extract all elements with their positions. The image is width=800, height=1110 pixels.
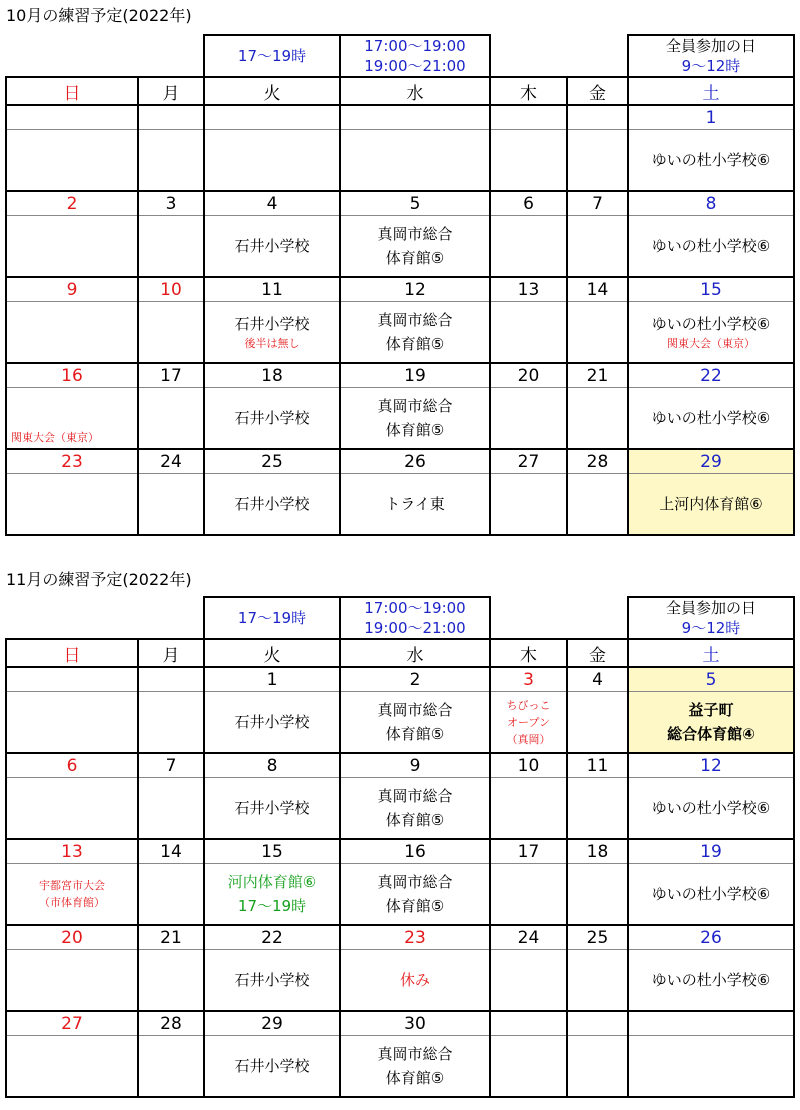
date-row <box>6 753 794 778</box>
november-calendar <box>5 596 795 1098</box>
date-row <box>6 667 794 692</box>
date-cell: 8 <box>628 191 794 216</box>
date-cell: 12 <box>340 277 490 302</box>
date-cell: 8 <box>204 753 340 778</box>
weekday-wed: 水 <box>340 77 490 105</box>
date-cell: 1 <box>204 667 340 692</box>
schedule-cell: ゆいの杜小学校⑥ <box>628 864 794 926</box>
schedule-cell: 石井小学校 <box>204 388 340 450</box>
date-cell <box>6 667 138 692</box>
date-cell: 22 <box>204 925 340 950</box>
schedule-cell: トライ東 <box>340 474 490 536</box>
schedule-cell: ゆいの杜小学校⑥ 関東大会（東京） <box>628 302 794 364</box>
date-cell: 21 <box>138 925 204 950</box>
date-cell: 29 <box>204 1011 340 1036</box>
schedule-row <box>6 778 794 840</box>
weekday-mon: 月 <box>138 639 204 667</box>
weekday-tue: 火 <box>204 639 340 667</box>
date-cell: 28 <box>138 1011 204 1036</box>
saturday-time-header: 全員参加の日 9～12時 <box>628 35 794 77</box>
date-cell: 16 <box>340 839 490 864</box>
date-cell: 22 <box>628 363 794 388</box>
weekday-sun: 日 <box>6 639 138 667</box>
date-cell: 4 <box>204 191 340 216</box>
date-cell <box>567 105 628 130</box>
weekday-fri: 金 <box>567 77 628 105</box>
date-cell <box>490 1011 567 1036</box>
date-row <box>6 449 794 474</box>
schedule-cell: 休み <box>340 950 490 1012</box>
date-row <box>6 105 794 130</box>
date-cell: 10 <box>138 277 204 302</box>
date-cell: 3 <box>138 191 204 216</box>
date-cell: 14 <box>138 839 204 864</box>
date-cell: 16 <box>6 363 138 388</box>
date-cell: 2 <box>6 191 138 216</box>
october-title: 10月の練習予定(2022年) <box>6 6 192 25</box>
date-cell: 2 <box>340 667 490 692</box>
schedule-cell: 真岡市総合 体育館⑤ <box>340 692 490 754</box>
schedule-cell: 石井小学校 <box>204 474 340 536</box>
date-cell: 19 <box>628 839 794 864</box>
date-cell <box>340 105 490 130</box>
date-cell: 18 <box>567 839 628 864</box>
weekday-thu: 木 <box>490 77 567 105</box>
tuesday-time-header: 17～19時 <box>204 597 340 639</box>
date-cell: 29 <box>628 449 794 474</box>
date-row <box>6 363 794 388</box>
date-cell: 20 <box>6 925 138 950</box>
date-cell <box>567 1011 628 1036</box>
date-cell: 6 <box>490 191 567 216</box>
schedule-cell: 石井小学校 <box>204 778 340 840</box>
weekday-wed: 水 <box>340 639 490 667</box>
date-cell: 11 <box>204 277 340 302</box>
weekday-mon: 月 <box>138 77 204 105</box>
date-cell: 25 <box>204 449 340 474</box>
november-title: 11月の練習予定(2022年) <box>6 570 192 589</box>
date-cell: 13 <box>490 277 567 302</box>
schedule-row <box>6 692 794 754</box>
date-cell: 7 <box>138 753 204 778</box>
schedule-cell: 石井小学校 後半は無し <box>204 302 340 364</box>
date-cell: 15 <box>204 839 340 864</box>
date-cell: 23 <box>6 449 138 474</box>
date-cell: 27 <box>490 449 567 474</box>
october-calendar <box>5 34 795 536</box>
schedule-cell: 真岡市総合 体育館⑤ <box>340 216 490 278</box>
date-cell: 6 <box>6 753 138 778</box>
schedule-row <box>6 474 794 536</box>
date-cell <box>204 105 340 130</box>
date-cell: 20 <box>490 363 567 388</box>
weekday-sun: 日 <box>6 77 138 105</box>
schedule-cell: ゆいの杜小学校⑥ <box>628 130 794 192</box>
schedule-cell: ちびっこ オープン （真岡） <box>490 692 567 754</box>
schedule-cell: 益子町 総合体育館④ <box>628 692 794 754</box>
date-row <box>6 1011 794 1036</box>
schedule-row <box>6 302 794 364</box>
date-cell <box>138 105 204 130</box>
date-cell: 21 <box>567 363 628 388</box>
date-cell <box>138 667 204 692</box>
schedule-cell: 真岡市総合 体育館⑤ <box>340 778 490 840</box>
date-cell: 23 <box>340 925 490 950</box>
date-cell: 27 <box>6 1011 138 1036</box>
weekday-fri: 金 <box>567 639 628 667</box>
schedule-cell: ゆいの杜小学校⑥ <box>628 778 794 840</box>
schedule-cell: ゆいの杜小学校⑥ <box>628 950 794 1012</box>
date-cell: 19 <box>340 363 490 388</box>
date-cell: 26 <box>340 449 490 474</box>
schedule-row <box>6 216 794 278</box>
weekday-thu: 木 <box>490 639 567 667</box>
weekday-tue: 火 <box>204 77 340 105</box>
schedule-cell: 石井小学校 <box>204 950 340 1012</box>
date-row <box>6 839 794 864</box>
schedule-row <box>6 388 794 450</box>
schedule-cell: 石井小学校 <box>204 1036 340 1098</box>
date-row <box>6 191 794 216</box>
schedule-note: 後半は無し <box>244 337 300 350</box>
schedule-cell: 真岡市総合 体育館⑤ <box>340 388 490 450</box>
date-cell: 1 <box>628 105 794 130</box>
date-cell <box>6 105 138 130</box>
date-cell: 10 <box>490 753 567 778</box>
date-cell: 9 <box>340 753 490 778</box>
wednesday-time-header: 17:00～19:00 19:00～21:00 <box>340 597 490 639</box>
date-cell: 3 <box>490 667 567 692</box>
schedule-cell: 上河内体育館⑥ <box>628 474 794 536</box>
schedule-cell: 真岡市総合 体育館⑤ <box>340 302 490 364</box>
schedule-cell: 石井小学校 <box>204 216 340 278</box>
date-cell: 24 <box>138 449 204 474</box>
schedule-row <box>6 1036 794 1098</box>
date-cell: 9 <box>6 277 138 302</box>
date-cell: 14 <box>567 277 628 302</box>
schedule-cell: 宇都宮市大会 （市体育館） <box>6 864 138 926</box>
date-cell: 5 <box>628 667 794 692</box>
date-cell: 28 <box>567 449 628 474</box>
saturday-time-header: 全員参加の日 9～12時 <box>628 597 794 639</box>
date-cell <box>628 1011 794 1036</box>
date-cell: 11 <box>567 753 628 778</box>
date-cell <box>490 105 567 130</box>
date-cell: 24 <box>490 925 567 950</box>
weekday-header-row <box>6 639 794 667</box>
schedule-row <box>6 950 794 1012</box>
schedule-cell: ゆいの杜小学校⑥ <box>628 216 794 278</box>
schedule-note: 関東大会（東京） <box>667 337 755 350</box>
schedule-note: 関東大会（東京） <box>11 431 99 444</box>
weekday-header-row <box>6 77 794 105</box>
date-row <box>6 277 794 302</box>
date-cell: 5 <box>340 191 490 216</box>
date-cell: 17 <box>490 839 567 864</box>
date-cell: 7 <box>567 191 628 216</box>
schedule-cell: 河内体育館⑥ 17～19時 <box>204 864 340 926</box>
weekday-sat: 土 <box>628 639 794 667</box>
date-cell: 12 <box>628 753 794 778</box>
wednesday-time-header: 17:00～19:00 19:00～21:00 <box>340 35 490 77</box>
date-cell: 25 <box>567 925 628 950</box>
date-cell: 13 <box>6 839 138 864</box>
date-row <box>6 925 794 950</box>
date-cell: 17 <box>138 363 204 388</box>
date-cell: 15 <box>628 277 794 302</box>
schedule-row <box>6 864 794 926</box>
schedule-cell: 石井小学校 <box>204 692 340 754</box>
schedule-cell <box>6 388 138 450</box>
date-cell: 18 <box>204 363 340 388</box>
schedule-cell: 真岡市総合 体育館⑤ <box>340 864 490 926</box>
date-cell: 30 <box>340 1011 490 1036</box>
schedule-cell: ゆいの杜小学校⑥ <box>628 388 794 450</box>
date-cell: 4 <box>567 667 628 692</box>
date-cell: 26 <box>628 925 794 950</box>
tuesday-time-header: 17～19時 <box>204 35 340 77</box>
schedule-cell: 真岡市総合 体育館⑤ <box>340 1036 490 1098</box>
weekday-sat: 土 <box>628 77 794 105</box>
schedule-row <box>6 130 794 192</box>
